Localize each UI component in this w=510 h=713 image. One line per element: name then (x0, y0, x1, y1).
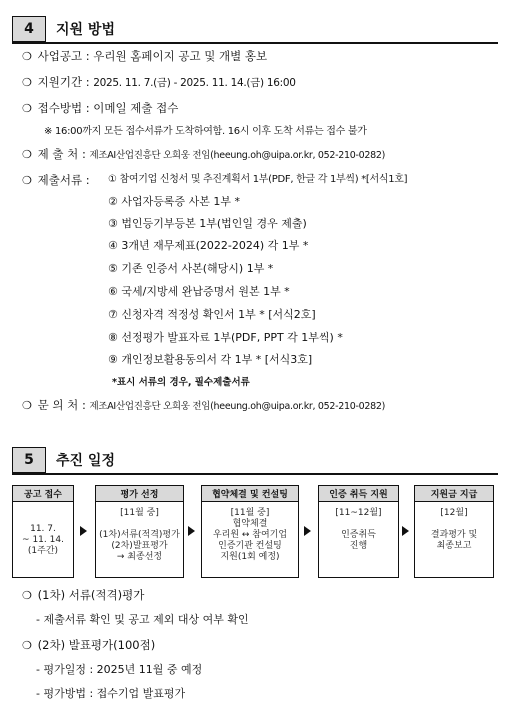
document-item: ⑤ 기존 인증서 사본(해당시) 1부 * (108, 262, 274, 275)
document-item: ⑨ 개인정보활용동의서 각 1부 * [서식3호] (108, 353, 313, 366)
eval-heading: (2차) 발표평가(100점) (37, 638, 156, 652)
section-4-number: 4 (12, 16, 46, 42)
section-5-header (12, 447, 498, 475)
document-item: ⑦ 신청자격 적정성 확인서 1부 * [서식2호] (108, 308, 316, 321)
eval-detail: - 제출서류 확인 및 공고 제외 대상 여부 확인 (36, 613, 249, 626)
item-value: 2025. 11. 7.(금) - 2025. 11. 14.(금) 16:00 (93, 77, 296, 89)
step-title: 공고 접수 (13, 486, 73, 502)
step-title: 지원금 지급 (415, 486, 493, 502)
eval-first (22, 587, 144, 604)
section-5-number: 5 (12, 447, 46, 473)
schedule-step (95, 485, 184, 578)
item-label: 제출서류 (37, 173, 83, 187)
schedule-step (201, 485, 299, 578)
bullet-icon: ❍ (22, 399, 32, 412)
document-item: ⑧ 선정평가 발표자료 1부(PDF, PPT 각 1부씩) * (108, 331, 343, 344)
step-title: 평가 선정 (96, 486, 183, 502)
arrow-right-icon (304, 526, 311, 536)
eval-detail: - 평가방법 : 접수기업 발표평가 (36, 687, 186, 700)
step-body: [12월] 결과평가 및 최종보고 (430, 508, 478, 551)
deadline-note: ※ 16:00까지 모든 접수서류가 도착하여함. 16시 이후 도착 서류는 접수 불가 (44, 126, 367, 137)
item-value: 제조AI산업진흥단 오희웅 전임(heeung.oh@uipa.or.kr, 052-210-0282) (89, 401, 386, 412)
step-body: [11~12월] 인증취득 진행 (335, 508, 382, 551)
bullet-icon: ❍ (22, 102, 32, 115)
step-title: 협약체결 및 컨설팅 (202, 486, 298, 502)
item-value: 이메일 제출 접수 (93, 101, 179, 115)
item-label: 접수방법 (37, 101, 83, 115)
item-value: 우리원 홈페이지 공고 및 개별 홍보 (93, 49, 268, 63)
item-period: ❍ 지원기간 : 2025. 11. 7.(금) - 2025. 11. 14.(금) 16:00 (22, 75, 296, 89)
item-label: 사업공고 (37, 49, 83, 63)
eval-heading: (1차) 서류(적격)평가 (37, 588, 145, 602)
document-item: ⑥ 국세/지방세 완납증명서 원본 1부 * (108, 285, 290, 298)
arrow-right-icon (188, 526, 195, 536)
step-body: [11월 중] 협약체결 우리원 ↔ 참여기업 인증기관 컨설팅 지원(1회 예정) (212, 508, 288, 562)
item-announcement: ❍ 사업공고 : 우리원 홈페이지 공고 및 개별 홍보 (22, 49, 268, 63)
schedule-step (414, 485, 494, 578)
schedule-step (12, 485, 74, 578)
section-4-title: 지원 방법 (56, 22, 115, 38)
document-item: ② 사업자등록증 사본 1부 * (108, 195, 240, 208)
bullet-icon: ❍ (22, 174, 32, 187)
section-5-title: 추진 일정 (56, 453, 115, 469)
schedule-step (318, 485, 399, 578)
item-submit-to: ❍ 제 출 처 : 제조AI산업진흥단 오희웅 전임(heeung.oh@uipa.or.kr, 052-210-0282) (22, 147, 386, 161)
document-item: ③ 법인등기부등본 1부(법인일 경우 제출) (108, 217, 307, 230)
section-4-header (12, 16, 498, 44)
bullet-icon: ❍ (22, 589, 32, 602)
bullet-icon: ❍ (22, 148, 32, 161)
bullet-icon: ❍ (22, 50, 32, 63)
step-body: [11월 중] (1차)서류(적격)평가 (2차)발표평가 → 최종선정 (99, 508, 180, 562)
item-method: ❍ 접수방법 : 이메일 제출 접수 (22, 101, 179, 115)
step-body: 11. 7. ~ 11. 14. (1주간) (22, 524, 64, 556)
document-item: ④ 3개년 재무제표(2022-2024) 각 1부 * (108, 239, 309, 252)
arrow-right-icon (80, 526, 87, 536)
item-contact: ❍ 문 의 처 : 제조AI산업진흥단 오희웅 전임(heeung.oh@uipa.or.kr, 052-210-0282) (22, 398, 386, 412)
item-label: 문 의 처 (37, 398, 79, 412)
documents-required-note: *표시 서류의 경우, 필수제출서류 (112, 377, 250, 388)
eval-detail: - 평가일정 : 2025년 11월 중 예정 (36, 663, 203, 676)
item-value: 제조AI산업진흥단 오희웅 전임(heeung.oh@uipa.or.kr, 052-210-0282) (89, 150, 386, 161)
bullet-icon: ❍ (22, 639, 32, 652)
item-label: 지원기간 (37, 75, 83, 89)
item-label: 제 출 처 (37, 147, 79, 161)
item-documents: ❍ 제출서류 : (22, 173, 90, 187)
arrow-right-icon (402, 526, 409, 536)
bullet-icon: ❍ (22, 76, 32, 89)
eval-second (22, 637, 155, 654)
step-title: 인증 취득 지원 (319, 486, 398, 502)
document-item: ① 참여기업 신청서 및 추진계획서 1부(PDF, 한글 각 1부씩) *[서식1호] (108, 174, 408, 185)
